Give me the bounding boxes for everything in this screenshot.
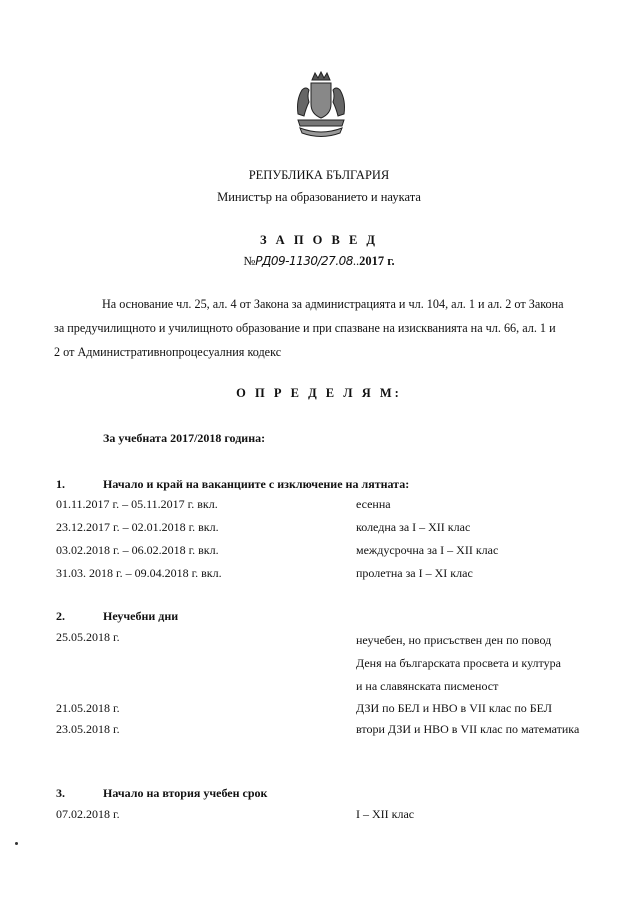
order-number: №РД09-1130/27.08..2017 г. (243, 254, 395, 268)
table-row-date: 21.05.2018 г. (56, 701, 120, 715)
coat-of-arms-icon (292, 70, 350, 138)
determine-heading: О П Р Е Д Е Л Я М: (236, 386, 402, 400)
preamble-line: 2 от Административнопроцесуалния кодекс (54, 345, 282, 359)
table-row-date: 23.12.2017 г. – 02.01.2018 г. вкл. (56, 520, 219, 534)
table-row-desc: ДЗИ по БЕЛ и НВО в VII клас по БЕЛ (356, 701, 552, 715)
section-title: Начало и край на ваканциите с изключение на лятната: (103, 477, 410, 491)
table-row-desc: пролетна за I – XI клас (356, 566, 473, 580)
ministry-heading: Министър на образованието и науката (217, 190, 421, 204)
school-year-heading: За учебната 2017/2018 година: (103, 431, 266, 445)
scan-speck (15, 842, 18, 845)
order-number-handwritten: РД09-1130/27.08 (255, 254, 353, 268)
table-row-desc: неучебен, но присъствен ден по повод (356, 633, 552, 647)
table-row-date: 25.05.2018 г. (56, 630, 120, 644)
table-row-date: 23.05.2018 г. (56, 722, 120, 736)
preamble-line: На основание чл. 25, ал. 4 от Закона за администрацията и чл. 104, ал. 1 и ал. 2 от Закона (102, 297, 564, 311)
table-row-desc: коледна за I – XII клас (356, 520, 471, 534)
order-number-prefix: № (243, 254, 256, 268)
section-title: Неучебни дни (103, 609, 179, 623)
table-row-desc: втори ДЗИ и НВО в VII клас по математика (356, 722, 580, 736)
section-title: Начало на втория учебен срок (103, 786, 268, 800)
preamble-line: за предучилищното и училищното образование и при спазване на изискванията на чл. 66, ал. 1 и (54, 321, 556, 335)
table-row-desc: и на славянската писменост (356, 679, 499, 693)
section-number: 2. (56, 609, 65, 623)
republic-heading: РЕПУБЛИКА БЪЛГАРИЯ (248, 168, 390, 182)
preamble-paragraph (54, 292, 594, 364)
table-row-desc: междусрочна за I – XII клас (356, 543, 499, 557)
table-row-date: 07.02.2018 г. (56, 807, 120, 821)
order-title: З А П О В Е Д (259, 233, 379, 247)
section-number: 1. (56, 477, 65, 491)
table-row-date: 01.11.2017 г. – 05.11.2017 г. вкл. (56, 497, 218, 511)
table-row-desc: Деня на българската просвета и култура (356, 656, 561, 670)
table-row-desc: есенна (356, 497, 391, 511)
table-row-desc: I – XII клас (356, 807, 415, 821)
table-row-date: 03.02.2018 г. – 06.02.2018 г. вкл. (56, 543, 219, 557)
section-number: 3. (56, 786, 65, 800)
order-number-year: 2017 г. (359, 254, 395, 268)
table-row-date: 31.03. 2018 г. – 09.04.2018 г. вкл. (56, 566, 222, 580)
